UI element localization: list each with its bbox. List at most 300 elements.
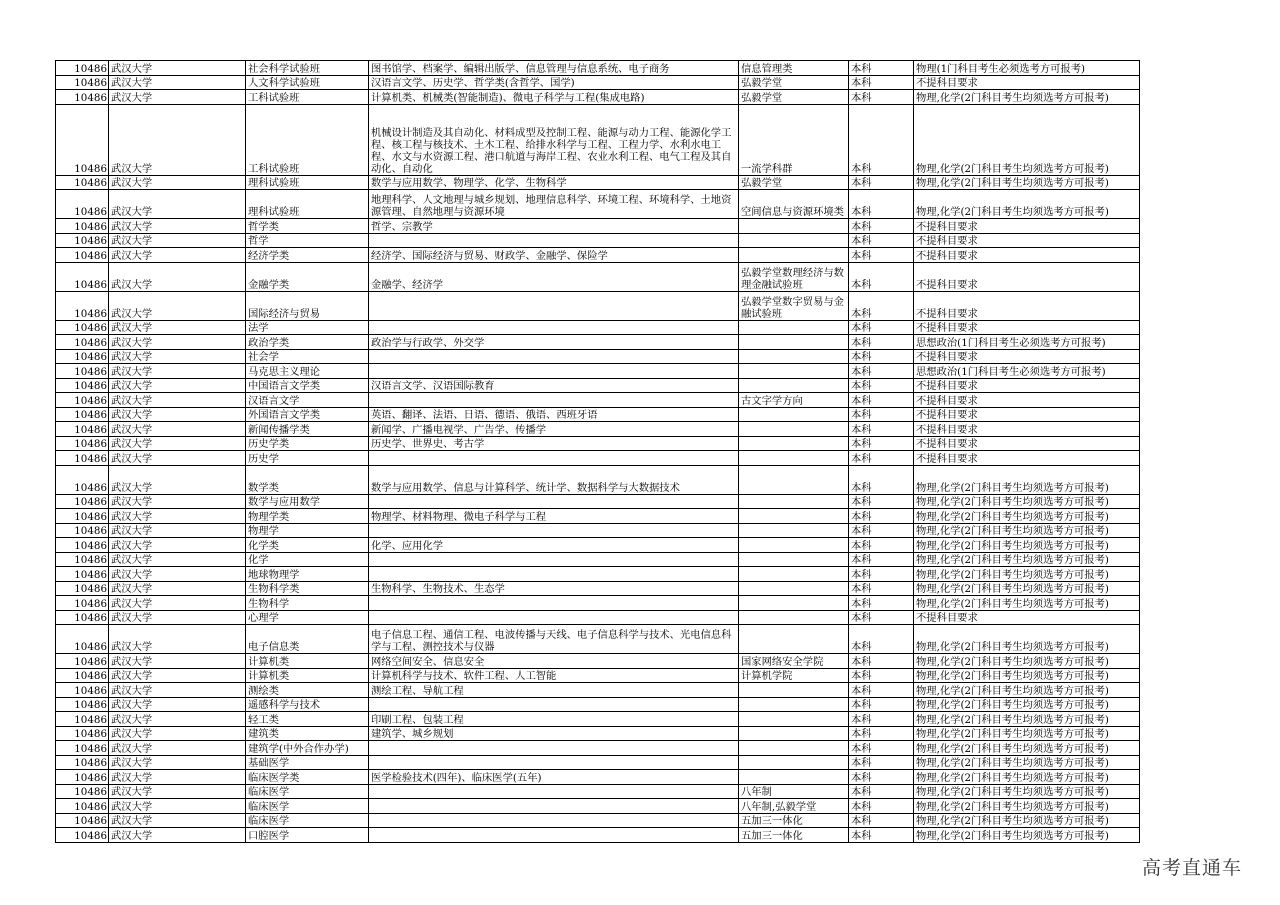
cell-requirement: 物理,化学(2门科目考生均须选考方可报考) — [914, 683, 1140, 698]
cell-code: 10486 — [56, 828, 109, 843]
cell-subjects: 经济学、国际经济与贸易、财政学、金融学、保险学 — [369, 248, 739, 263]
cell-subjects: 化学、应用化学 — [369, 538, 739, 553]
cell-note: 五加三一体化 — [739, 828, 849, 843]
cell-school: 武汉大学 — [109, 233, 246, 248]
cell-subjects: 政治学与行政学、外交学 — [369, 335, 739, 350]
cell-level: 本科 — [849, 596, 914, 611]
cell-school: 武汉大学 — [109, 335, 246, 350]
cell-note — [739, 741, 849, 756]
cell-note — [739, 407, 849, 422]
cell-major: 理科试验班 — [246, 190, 369, 219]
cell-subjects: 生物科学、生物技术、生态学 — [369, 581, 739, 596]
cell-subjects — [369, 697, 739, 712]
cell-subjects: 哲学、宗教学 — [369, 219, 739, 234]
cell-code: 10486 — [56, 90, 109, 105]
cell-note — [739, 364, 849, 379]
cell-subjects: 计算机类、机械类(智能制造)、微电子科学与工程(集成电路) — [369, 90, 739, 105]
cell-note — [739, 697, 849, 712]
cell-code: 10486 — [56, 262, 109, 291]
cell-level: 本科 — [849, 393, 914, 408]
cell-school: 武汉大学 — [109, 465, 246, 494]
cell-code: 10486 — [56, 726, 109, 741]
cell-requirement: 不提科目要求 — [914, 378, 1140, 393]
cell-requirement: 物理,化学(2门科目考生均须选考方可报考) — [914, 581, 1140, 596]
table-row — [56, 175, 1140, 190]
cell-level: 本科 — [849, 364, 914, 379]
cell-level: 本科 — [849, 538, 914, 553]
cell-major: 汉语言文学 — [246, 393, 369, 408]
cell-school: 武汉大学 — [109, 422, 246, 437]
cell-requirement: 不提科目要求 — [914, 75, 1140, 90]
cell-subjects: 医学检验技术(四年)、临床医学(五年) — [369, 770, 739, 785]
cell-school: 武汉大学 — [109, 596, 246, 611]
cell-note: 弘毅学堂 — [739, 175, 849, 190]
cell-requirement: 物理,化学(2门科目考生均须选考方可报考) — [914, 726, 1140, 741]
cell-note — [739, 770, 849, 785]
cell-requirement: 不提科目要求 — [914, 320, 1140, 335]
table-row — [56, 233, 1140, 248]
cell-requirement: 物理,化学(2门科目考生均须选考方可报考) — [914, 104, 1140, 175]
cell-major: 马克思主义理论 — [246, 364, 369, 379]
cell-school: 武汉大学 — [109, 654, 246, 669]
cell-subjects — [369, 233, 739, 248]
cell-school: 武汉大学 — [109, 509, 246, 524]
cell-code: 10486 — [56, 668, 109, 683]
cell-level: 本科 — [849, 683, 914, 698]
cell-level: 本科 — [849, 219, 914, 234]
cell-note — [739, 422, 849, 437]
cell-code: 10486 — [56, 509, 109, 524]
table-row — [56, 741, 1140, 756]
cell-subjects: 汉语言文学、历史学、哲学类(含哲学、国学) — [369, 75, 739, 90]
cell-note — [739, 509, 849, 524]
cell-major: 化学类 — [246, 538, 369, 553]
cell-major: 生物科学类 — [246, 581, 369, 596]
cell-subjects: 测绘工程、导航工程 — [369, 683, 739, 698]
cell-school: 武汉大学 — [109, 668, 246, 683]
cell-code: 10486 — [56, 799, 109, 814]
cell-major: 哲学 — [246, 233, 369, 248]
cell-subjects: 网络空间安全、信息安全 — [369, 654, 739, 669]
cell-subjects — [369, 291, 739, 320]
cell-code: 10486 — [56, 625, 109, 654]
cell-requirement: 物理,化学(2门科目考生均须选考方可报考) — [914, 799, 1140, 814]
cell-code: 10486 — [56, 175, 109, 190]
cell-level: 本科 — [849, 741, 914, 756]
cell-major: 数学与应用数学 — [246, 494, 369, 509]
table-row — [56, 494, 1140, 509]
cell-school: 武汉大学 — [109, 538, 246, 553]
cell-level: 本科 — [849, 813, 914, 828]
cell-note — [739, 248, 849, 263]
cell-level: 本科 — [849, 581, 914, 596]
cell-note — [739, 610, 849, 625]
cell-major: 临床医学 — [246, 813, 369, 828]
cell-level: 本科 — [849, 654, 914, 669]
cell-requirement: 物理,化学(2门科目考生均须选考方可报考) — [914, 755, 1140, 770]
cell-requirement: 不提科目要求 — [914, 610, 1140, 625]
table-row — [56, 610, 1140, 625]
cell-major: 地球物理学 — [246, 567, 369, 582]
cell-school: 武汉大学 — [109, 219, 246, 234]
cell-subjects — [369, 552, 739, 567]
cell-code: 10486 — [56, 436, 109, 451]
cell-requirement: 物理,化学(2门科目考生均须选考方可报考) — [914, 770, 1140, 785]
cell-major: 数学类 — [246, 465, 369, 494]
cell-school: 武汉大学 — [109, 75, 246, 90]
cell-level: 本科 — [849, 291, 914, 320]
cell-major: 口腔医学 — [246, 828, 369, 843]
cell-subjects — [369, 320, 739, 335]
table-row — [56, 697, 1140, 712]
cell-note — [739, 625, 849, 654]
cell-note: 弘毅学堂数理经济与数理金融试验班 — [739, 262, 849, 291]
cell-subjects — [369, 741, 739, 756]
cell-note — [739, 219, 849, 234]
cell-note: 古文字学方向 — [739, 393, 849, 408]
cell-subjects — [369, 813, 739, 828]
cell-code: 10486 — [56, 393, 109, 408]
cell-school: 武汉大学 — [109, 610, 246, 625]
cell-subjects: 新闻学、广播电视学、广告学、传播学 — [369, 422, 739, 437]
cell-note — [739, 349, 849, 364]
cell-level: 本科 — [849, 755, 914, 770]
cell-school: 武汉大学 — [109, 581, 246, 596]
cell-major: 工科试验班 — [246, 104, 369, 175]
table-row — [56, 451, 1140, 466]
cell-level: 本科 — [849, 175, 914, 190]
cell-major: 建筑学(中外合作办学) — [246, 741, 369, 756]
table-row — [56, 407, 1140, 422]
table-row — [56, 248, 1140, 263]
cell-major: 中国语言文学类 — [246, 378, 369, 393]
table-row — [56, 755, 1140, 770]
cell-subjects: 汉语言文学、汉语国际教育 — [369, 378, 739, 393]
cell-school: 武汉大学 — [109, 770, 246, 785]
cell-major: 基础医学 — [246, 755, 369, 770]
cell-note — [739, 552, 849, 567]
cell-code: 10486 — [56, 712, 109, 727]
cell-requirement: 不提科目要求 — [914, 407, 1140, 422]
cell-major: 物理学类 — [246, 509, 369, 524]
cell-school: 武汉大学 — [109, 393, 246, 408]
table-row — [56, 349, 1140, 364]
cell-code: 10486 — [56, 291, 109, 320]
cell-code: 10486 — [56, 538, 109, 553]
cell-requirement: 不提科目要求 — [914, 393, 1140, 408]
cell-level: 本科 — [849, 523, 914, 538]
table-row — [56, 770, 1140, 785]
cell-note: 空间信息与资源环境类 — [739, 190, 849, 219]
cell-school: 武汉大学 — [109, 451, 246, 466]
cell-requirement: 不提科目要求 — [914, 436, 1140, 451]
cell-level: 本科 — [849, 262, 914, 291]
cell-note — [739, 596, 849, 611]
cell-note — [739, 233, 849, 248]
cell-note: 弘毅学堂 — [739, 90, 849, 105]
cell-requirement: 物理,化学(2门科目考生均须选考方可报考) — [914, 538, 1140, 553]
cell-note — [739, 451, 849, 466]
cell-major: 物理学 — [246, 523, 369, 538]
cell-subjects: 计算机科学与技术、软件工程、人工智能 — [369, 668, 739, 683]
cell-school: 武汉大学 — [109, 784, 246, 799]
cell-school: 武汉大学 — [109, 61, 246, 76]
cell-subjects: 图书馆学、档案学、编辑出版学、信息管理与信息系统、电子商务 — [369, 61, 739, 76]
cell-level: 本科 — [849, 233, 914, 248]
cell-major: 测绘类 — [246, 683, 369, 698]
cell-code: 10486 — [56, 465, 109, 494]
cell-requirement: 不提科目要求 — [914, 349, 1140, 364]
cell-major: 理科试验班 — [246, 175, 369, 190]
cell-requirement: 物理,化学(2门科目考生均须选考方可报考) — [914, 654, 1140, 669]
cell-requirement: 不提科目要求 — [914, 219, 1140, 234]
cell-code: 10486 — [56, 248, 109, 263]
cell-code: 10486 — [56, 364, 109, 379]
cell-code: 10486 — [56, 654, 109, 669]
cell-requirement: 物理,化学(2门科目考生均须选考方可报考) — [914, 813, 1140, 828]
cell-requirement: 物理,化学(2门科目考生均须选考方可报考) — [914, 90, 1140, 105]
cell-code: 10486 — [56, 422, 109, 437]
cell-level: 本科 — [849, 784, 914, 799]
cell-subjects: 印刷工程、包装工程 — [369, 712, 739, 727]
cell-code: 10486 — [56, 697, 109, 712]
admission-table — [55, 60, 1140, 843]
cell-major: 外国语言文学类 — [246, 407, 369, 422]
cell-code: 10486 — [56, 190, 109, 219]
cell-subjects — [369, 596, 739, 611]
cell-school: 武汉大学 — [109, 436, 246, 451]
cell-note — [739, 378, 849, 393]
cell-subjects: 机械设计制造及其自动化、材料成型及控制工程、能源与动力工程、能源化学工程、核工程与核技术、土木工程、给排水科学与工程、工程力学、水利水电工程、水文与水资源工程、港口航道与海岸工程、农业水利工程、电气工程及其自动化、自动化 — [369, 104, 739, 175]
cell-requirement: 物理,化学(2门科目考生均须选考方可报考) — [914, 465, 1140, 494]
table-row — [56, 335, 1140, 350]
table-row — [56, 654, 1140, 669]
cell-school: 武汉大学 — [109, 407, 246, 422]
cell-major: 社会学 — [246, 349, 369, 364]
cell-code: 10486 — [56, 581, 109, 596]
cell-subjects — [369, 494, 739, 509]
table-row — [56, 104, 1140, 175]
cell-code: 10486 — [56, 552, 109, 567]
table-row — [56, 581, 1140, 596]
cell-requirement: 物理,化学(2门科目考生均须选考方可报考) — [914, 523, 1140, 538]
cell-requirement: 物理,化学(2门科目考生均须选考方可报考) — [914, 190, 1140, 219]
cell-note — [739, 335, 849, 350]
cell-school: 武汉大学 — [109, 741, 246, 756]
cell-level: 本科 — [849, 378, 914, 393]
cell-note — [739, 581, 849, 596]
cell-major: 生物科学 — [246, 596, 369, 611]
cell-subjects — [369, 799, 739, 814]
cell-subjects: 物理学、材料物理、微电子科学与工程 — [369, 509, 739, 524]
cell-major: 工科试验班 — [246, 90, 369, 105]
cell-school: 武汉大学 — [109, 567, 246, 582]
cell-code: 10486 — [56, 784, 109, 799]
cell-school: 武汉大学 — [109, 683, 246, 698]
cell-level: 本科 — [849, 712, 914, 727]
cell-level: 本科 — [849, 552, 914, 567]
cell-level: 本科 — [849, 75, 914, 90]
cell-school: 武汉大学 — [109, 291, 246, 320]
cell-major: 心理学 — [246, 610, 369, 625]
cell-level: 本科 — [849, 610, 914, 625]
cell-major: 计算机类 — [246, 654, 369, 669]
cell-code: 10486 — [56, 61, 109, 76]
table-row — [56, 90, 1140, 105]
table-row — [56, 509, 1140, 524]
cell-major: 历史学类 — [246, 436, 369, 451]
cell-code: 10486 — [56, 567, 109, 582]
cell-requirement: 物理,化学(2门科目考生均须选考方可报考) — [914, 828, 1140, 843]
watermark-text: 高考直通车 — [1142, 857, 1243, 879]
cell-school: 武汉大学 — [109, 799, 246, 814]
cell-note — [739, 494, 849, 509]
cell-subjects: 数学与应用数学、物理学、化学、生物科学 — [369, 175, 739, 190]
table-row — [56, 712, 1140, 727]
cell-subjects: 地理科学、人文地理与城乡规划、地理信息科学、环境工程、环境科学、土地资源管理、自然地理与资源环境 — [369, 190, 739, 219]
cell-school: 武汉大学 — [109, 90, 246, 105]
cell-school: 武汉大学 — [109, 175, 246, 190]
cell-major: 临床医学类 — [246, 770, 369, 785]
table-row — [56, 668, 1140, 683]
table-row — [56, 364, 1140, 379]
cell-code: 10486 — [56, 378, 109, 393]
cell-requirement: 物理,化学(2门科目考生均须选考方可报考) — [914, 494, 1140, 509]
cell-major: 临床医学 — [246, 799, 369, 814]
cell-subjects: 英语、翻译、法语、日语、德语、俄语、西班牙语 — [369, 407, 739, 422]
cell-subjects: 电子信息工程、通信工程、电波传播与天线、电子信息科学与技术、光电信息科学与工程、测控技术与仪器 — [369, 625, 739, 654]
cell-note: 八年制 — [739, 784, 849, 799]
cell-level: 本科 — [849, 451, 914, 466]
cell-major: 建筑类 — [246, 726, 369, 741]
cell-code: 10486 — [56, 523, 109, 538]
cell-requirement: 不提科目要求 — [914, 233, 1140, 248]
cell-level: 本科 — [849, 465, 914, 494]
cell-level: 本科 — [849, 726, 914, 741]
cell-requirement: 不提科目要求 — [914, 262, 1140, 291]
cell-school: 武汉大学 — [109, 625, 246, 654]
cell-subjects — [369, 349, 739, 364]
cell-school: 武汉大学 — [109, 755, 246, 770]
cell-level: 本科 — [849, 407, 914, 422]
cell-code: 10486 — [56, 610, 109, 625]
cell-requirement: 物理,化学(2门科目考生均须选考方可报考) — [914, 668, 1140, 683]
table-row — [56, 784, 1140, 799]
cell-school: 武汉大学 — [109, 813, 246, 828]
cell-subjects — [369, 784, 739, 799]
cell-level: 本科 — [849, 320, 914, 335]
cell-requirement: 物理,化学(2门科目考生均须选考方可报考) — [914, 712, 1140, 727]
table-row — [56, 813, 1140, 828]
cell-note — [739, 436, 849, 451]
cell-code: 10486 — [56, 755, 109, 770]
cell-requirement: 物理,化学(2门科目考生均须选考方可报考) — [914, 509, 1140, 524]
cell-level: 本科 — [849, 668, 914, 683]
cell-requirement: 思想政治(1门科目考生必须选考方可报考) — [914, 335, 1140, 350]
cell-school: 武汉大学 — [109, 104, 246, 175]
cell-level: 本科 — [849, 625, 914, 654]
cell-major: 化学 — [246, 552, 369, 567]
table-row — [56, 378, 1140, 393]
cell-requirement: 不提科目要求 — [914, 422, 1140, 437]
cell-note — [739, 726, 849, 741]
cell-code: 10486 — [56, 407, 109, 422]
cell-requirement: 物理,化学(2门科目考生均须选考方可报考) — [914, 625, 1140, 654]
cell-code: 10486 — [56, 219, 109, 234]
cell-requirement: 物理,化学(2门科目考生均须选考方可报考) — [914, 596, 1140, 611]
table-row — [56, 828, 1140, 843]
cell-code: 10486 — [56, 75, 109, 90]
cell-school: 武汉大学 — [109, 378, 246, 393]
cell-subjects: 金融学、经济学 — [369, 262, 739, 291]
table-row — [56, 683, 1140, 698]
cell-code: 10486 — [56, 770, 109, 785]
table-row — [56, 436, 1140, 451]
cell-code: 10486 — [56, 683, 109, 698]
cell-major: 金融学类 — [246, 262, 369, 291]
cell-note: 一流学科群 — [739, 104, 849, 175]
cell-note — [739, 712, 849, 727]
cell-major: 遥感科学与技术 — [246, 697, 369, 712]
cell-code: 10486 — [56, 104, 109, 175]
cell-level: 本科 — [849, 509, 914, 524]
cell-major: 轻工类 — [246, 712, 369, 727]
cell-major: 历史学 — [246, 451, 369, 466]
cell-level: 本科 — [849, 799, 914, 814]
cell-code: 10486 — [56, 596, 109, 611]
cell-note: 弘毅学堂数字贸易与金融试验班 — [739, 291, 849, 320]
table-row — [56, 422, 1140, 437]
cell-note: 信息管理类 — [739, 61, 849, 76]
cell-level: 本科 — [849, 335, 914, 350]
table-row — [56, 596, 1140, 611]
cell-level: 本科 — [849, 90, 914, 105]
cell-major: 社会科学试验班 — [246, 61, 369, 76]
cell-level: 本科 — [849, 422, 914, 437]
cell-level: 本科 — [849, 770, 914, 785]
cell-major: 国际经济与贸易 — [246, 291, 369, 320]
cell-code: 10486 — [56, 741, 109, 756]
cell-note: 计算机学院 — [739, 668, 849, 683]
cell-note: 国家网络安全学院 — [739, 654, 849, 669]
cell-subjects: 数学与应用数学、信息与计算科学、统计学、数据科学与大数据技术 — [369, 465, 739, 494]
cell-school: 武汉大学 — [109, 712, 246, 727]
cell-major: 政治学类 — [246, 335, 369, 350]
cell-code: 10486 — [56, 349, 109, 364]
cell-requirement: 物理,化学(2门科目考生均须选考方可报考) — [914, 552, 1140, 567]
cell-major: 临床医学 — [246, 784, 369, 799]
cell-school: 武汉大学 — [109, 364, 246, 379]
cell-subjects: 历史学、世界史、考古学 — [369, 436, 739, 451]
cell-subjects: 建筑学、城乡规划 — [369, 726, 739, 741]
cell-subjects — [369, 755, 739, 770]
cell-requirement: 物理,化学(2门科目考生均须选考方可报考) — [914, 741, 1140, 756]
cell-note — [739, 683, 849, 698]
cell-note — [739, 523, 849, 538]
cell-level: 本科 — [849, 104, 914, 175]
cell-major: 哲学类 — [246, 219, 369, 234]
cell-code: 10486 — [56, 494, 109, 509]
cell-requirement: 物理,化学(2门科目考生均须选考方可报考) — [914, 697, 1140, 712]
cell-requirement: 物理,化学(2门科目考生均须选考方可报考) — [914, 567, 1140, 582]
cell-note — [739, 465, 849, 494]
cell-school: 武汉大学 — [109, 726, 246, 741]
table-row — [56, 61, 1140, 76]
table-row — [56, 219, 1140, 234]
cell-subjects — [369, 364, 739, 379]
cell-level: 本科 — [849, 567, 914, 582]
cell-subjects — [369, 567, 739, 582]
